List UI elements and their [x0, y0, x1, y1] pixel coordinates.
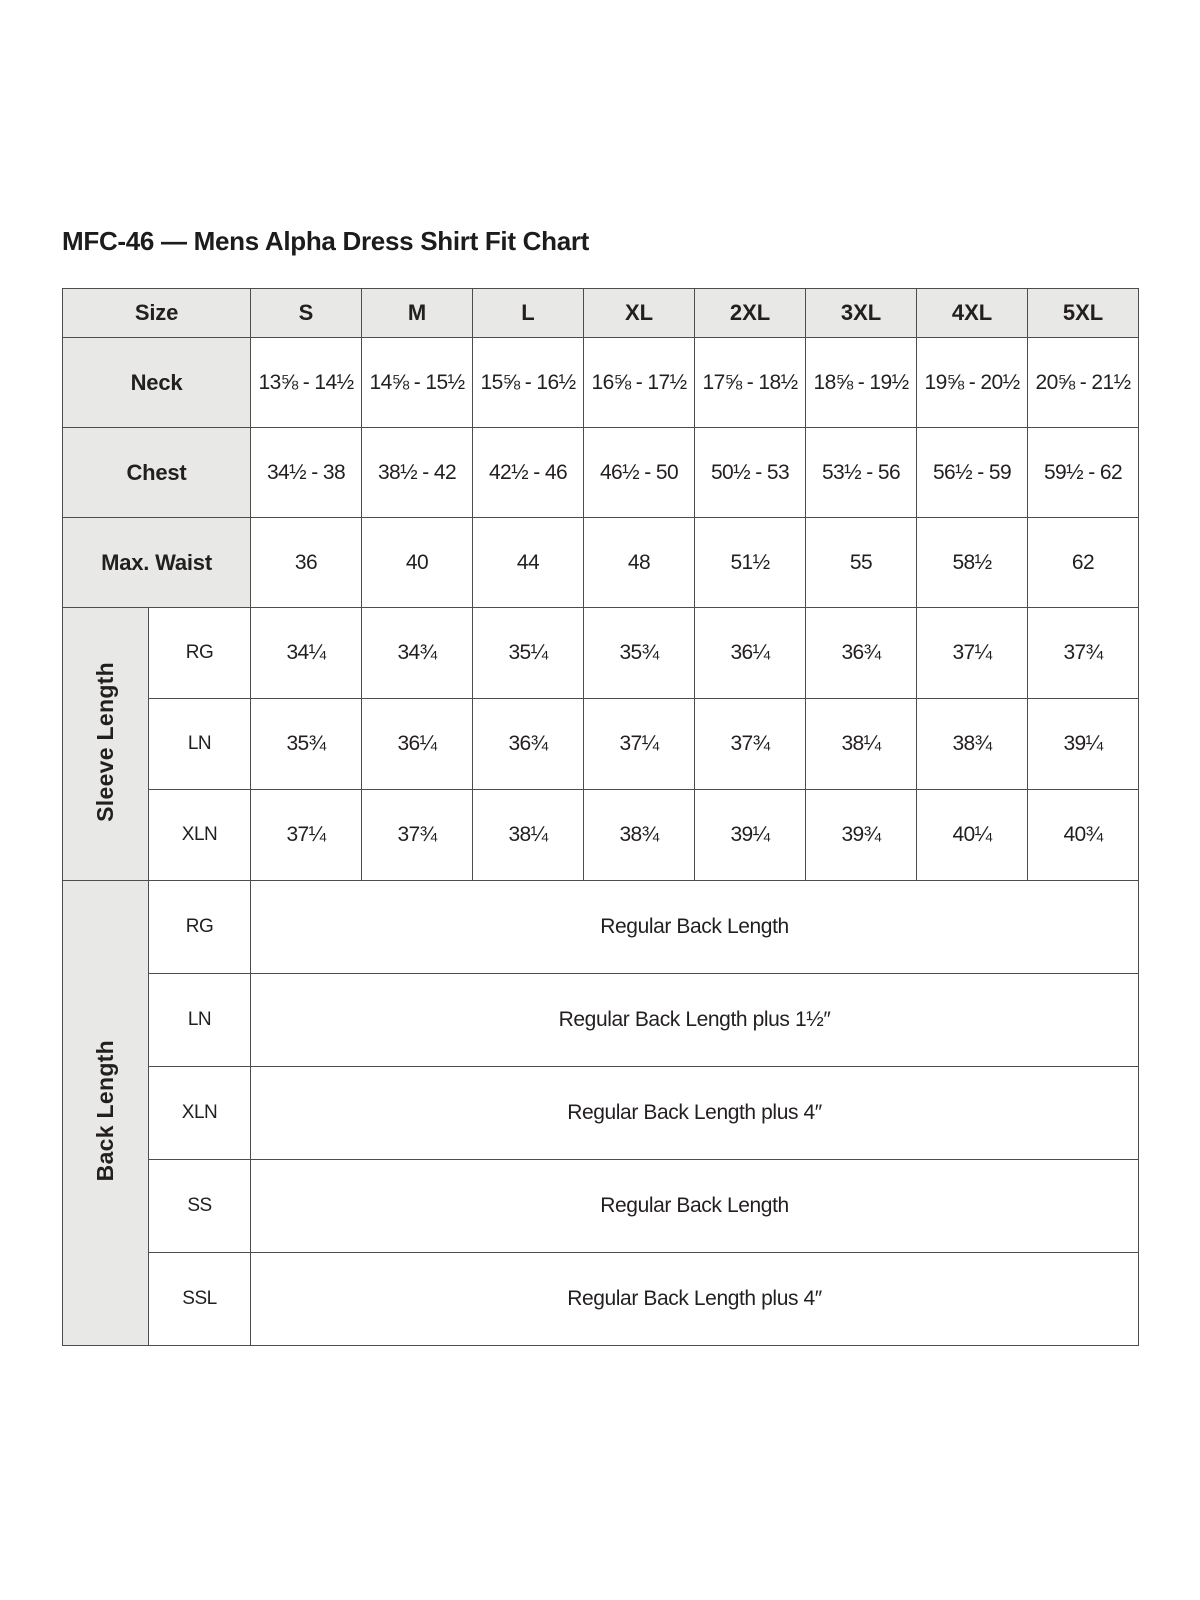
sleeve-rg-label: RG — [149, 608, 251, 699]
sleeve-ln-row — [63, 699, 1139, 790]
chest-row — [63, 428, 1139, 518]
sleeve-rg-cell: 34¾ — [362, 608, 473, 699]
chest-cell: 42½ - 46 — [473, 428, 584, 518]
sleeve-ln-cell: 36¼ — [362, 699, 473, 790]
sleeve-ln-cell: 36¾ — [473, 699, 584, 790]
sleeve-rg-cell: 34¼ — [251, 608, 362, 699]
back-ss-row — [63, 1160, 1139, 1253]
sleeve-rg-cell: 36¾ — [806, 608, 917, 699]
back-length-section-header — [63, 881, 149, 1346]
column-header-m: M — [362, 289, 473, 338]
sleeve-xln-label: XLN — [149, 790, 251, 881]
sleeve-ln-cell: 37¼ — [584, 699, 695, 790]
column-header-3xl: 3XL — [806, 289, 917, 338]
neck-cell: 19⅝ - 20½ — [917, 338, 1028, 428]
back-length-vertical-label: Back Length — [92, 1039, 118, 1182]
column-header-l: L — [473, 289, 584, 338]
sleeve-ln-cell: 38¾ — [917, 699, 1028, 790]
max-waist-cell: 58½ — [917, 518, 1028, 608]
back-ssl-value: Regular Back Length plus 4″ — [251, 1253, 1139, 1346]
chest-row-header: Chest — [63, 428, 251, 518]
back-xln-label: XLN — [149, 1067, 251, 1160]
neck-cell: 17⅝ - 18½ — [695, 338, 806, 428]
sleeve-xln-cell: 38¼ — [473, 790, 584, 881]
chest-cell: 59½ - 62 — [1028, 428, 1139, 518]
sleeve-ln-cell: 38¼ — [806, 699, 917, 790]
back-xln-value: Regular Back Length plus 4″ — [251, 1067, 1139, 1160]
back-ln-label: LN — [149, 974, 251, 1067]
column-header-xl: XL — [584, 289, 695, 338]
chest-cell: 50½ - 53 — [695, 428, 806, 518]
neck-row — [63, 338, 1139, 428]
max-waist-row — [63, 518, 1139, 608]
back-ssl-label: SSL — [149, 1253, 251, 1346]
neck-cell: 15⅝ - 16½ — [473, 338, 584, 428]
back-rg-value: Regular Back Length — [251, 881, 1139, 974]
sleeve-xln-cell: 40¼ — [917, 790, 1028, 881]
sleeve-xln-row — [63, 790, 1139, 881]
chest-cell: 38½ - 42 — [362, 428, 473, 518]
neck-cell: 20⅝ - 21½ — [1028, 338, 1139, 428]
column-header-4xl: 4XL — [917, 289, 1028, 338]
page-title: MFC-46 — Mens Alpha Dress Shirt Fit Chart — [62, 226, 590, 256]
max-waist-cell: 40 — [362, 518, 473, 608]
fit-chart-table — [62, 288, 1139, 1346]
column-header-2xl: 2XL — [695, 289, 806, 338]
chest-cell: 46½ - 50 — [584, 428, 695, 518]
back-rg-label: RG — [149, 881, 251, 974]
sleeve-ln-label: LN — [149, 699, 251, 790]
chest-cell: 53½ - 56 — [806, 428, 917, 518]
neck-cell: 18⅝ - 19½ — [806, 338, 917, 428]
neck-cell: 13⅝ - 14½ — [251, 338, 362, 428]
column-header-5xl: 5XL — [1028, 289, 1139, 338]
back-ss-value: Regular Back Length — [251, 1160, 1139, 1253]
sleeve-rg-cell: 37¾ — [1028, 608, 1139, 699]
sleeve-rg-cell: 35¼ — [473, 608, 584, 699]
sleeve-length-vertical-label: Sleeve Length — [92, 661, 118, 822]
neck-cell: 14⅝ - 15½ — [362, 338, 473, 428]
sleeve-rg-row — [63, 608, 1139, 699]
back-ln-value: Regular Back Length plus 1½″ — [251, 974, 1139, 1067]
sleeve-xln-cell: 37¼ — [251, 790, 362, 881]
sleeve-rg-cell: 36¼ — [695, 608, 806, 699]
chest-cell: 34½ - 38 — [251, 428, 362, 518]
max-waist-row-header: Max. Waist — [63, 518, 251, 608]
chest-cell: 56½ - 59 — [917, 428, 1028, 518]
sleeve-xln-cell: 39¼ — [695, 790, 806, 881]
neck-row-header: Neck — [63, 338, 251, 428]
max-waist-cell: 36 — [251, 518, 362, 608]
sleeve-xln-cell: 40¾ — [1028, 790, 1139, 881]
max-waist-cell: 51½ — [695, 518, 806, 608]
neck-cell: 16⅝ - 17½ — [584, 338, 695, 428]
sleeve-xln-cell: 39¾ — [806, 790, 917, 881]
back-ssl-row — [63, 1253, 1139, 1346]
column-header-s: S — [251, 289, 362, 338]
size-header-cell: Size — [63, 289, 251, 338]
back-ln-row — [63, 974, 1139, 1067]
back-xln-row — [63, 1067, 1139, 1160]
sleeve-length-section-header — [63, 608, 149, 881]
max-waist-cell: 44 — [473, 518, 584, 608]
max-waist-cell: 55 — [806, 518, 917, 608]
sleeve-rg-cell: 37¼ — [917, 608, 1028, 699]
max-waist-cell: 62 — [1028, 518, 1139, 608]
sleeve-rg-cell: 35¾ — [584, 608, 695, 699]
sleeve-ln-cell: 39¼ — [1028, 699, 1139, 790]
sleeve-ln-cell: 37¾ — [695, 699, 806, 790]
sleeve-xln-cell: 37¾ — [362, 790, 473, 881]
back-ss-label: SS — [149, 1160, 251, 1253]
back-rg-row — [63, 881, 1139, 974]
sleeve-ln-cell: 35¾ — [251, 699, 362, 790]
max-waist-cell: 48 — [584, 518, 695, 608]
size-header-row — [63, 289, 1139, 338]
sleeve-xln-cell: 38¾ — [584, 790, 695, 881]
